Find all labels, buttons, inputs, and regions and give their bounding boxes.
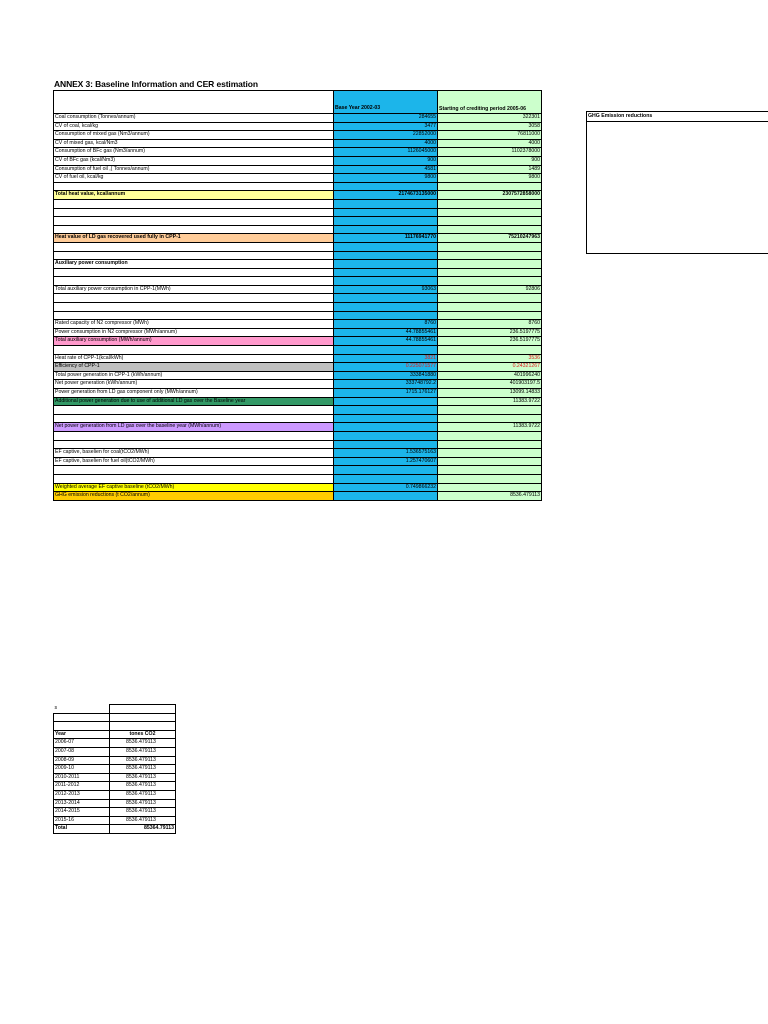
base-year-value <box>334 182 438 191</box>
table-row <box>54 380 542 389</box>
table-row <box>54 466 542 475</box>
year-table-cell <box>54 713 110 722</box>
page-title: ANNEX 3: Baseline Information and CER estimation <box>54 79 258 89</box>
row-label <box>54 431 334 440</box>
crediting-period-value: 8536.479113 <box>438 492 542 501</box>
crediting-period-value <box>438 251 542 260</box>
row-label <box>54 199 334 208</box>
crediting-period-value: 401903197.5 <box>438 380 542 389</box>
base-year-value <box>334 492 438 501</box>
base-year-value <box>334 406 438 415</box>
base-year-value: 22852000 <box>334 131 438 140</box>
row-label: Net power generation from LD gas over the baseline year (MWh/annum) <box>54 423 334 432</box>
table-row <box>54 354 542 363</box>
year-row <box>54 756 176 765</box>
row-label: Power generation from LD gas component only (MWh/annum) <box>54 389 334 398</box>
base-year-value <box>334 225 438 234</box>
row-label: Consumption of fuel oil ,( Tonnes/annum) <box>54 165 334 174</box>
row-label: Net power generation (kWh/annum) <box>54 380 334 389</box>
year-row <box>54 799 176 808</box>
crediting-period-value: 11383.9722 <box>438 423 542 432</box>
table-row <box>54 492 542 501</box>
base-year-value <box>334 440 438 449</box>
row-label: Weighted average EF captive baseline (tCO2/MWh) <box>54 483 334 492</box>
base-year-value: 1.536575163 <box>334 449 438 458</box>
crediting-period-value: 1489 <box>438 165 542 174</box>
crediting-period-value <box>438 346 542 355</box>
row-label: Auxiliary power consumption <box>54 260 334 269</box>
crediting-period-value <box>438 217 542 226</box>
ghg-side-panel <box>586 111 768 254</box>
table-row <box>54 277 542 286</box>
table-row <box>54 260 542 269</box>
crediting-period-value <box>438 414 542 423</box>
row-label <box>54 346 334 355</box>
row-label: Heat value of LD gas recovered used fully in CPP-1 <box>54 234 334 243</box>
table-row <box>54 174 542 183</box>
table-row <box>54 285 542 294</box>
row-label: Total heat value, kcal/annum <box>54 191 334 200</box>
base-year-value: 11176941770 <box>334 234 438 243</box>
tones-header: tones CO2 <box>110 730 176 739</box>
table-row <box>54 406 542 415</box>
base-year-value <box>334 268 438 277</box>
base-year-value: 8760 <box>334 320 438 329</box>
base-year-value <box>334 199 438 208</box>
row-label <box>54 406 334 415</box>
base-year-value <box>334 242 438 251</box>
table-row <box>54 474 542 483</box>
base-year-value: 3477 <box>334 122 438 131</box>
table-row <box>54 165 542 174</box>
row-label: Consumption of BFc gas (Nm3/annum) <box>54 148 334 157</box>
tones-cell: 8536.479113 <box>110 739 176 748</box>
table-row <box>54 423 542 432</box>
tones-cell: 8536.479113 <box>110 782 176 791</box>
year-cell: 2007-08 <box>54 747 110 756</box>
crediting-period-value <box>438 199 542 208</box>
base-year-value: 1715.176127 <box>334 389 438 398</box>
table-row <box>54 131 542 140</box>
table-row <box>54 397 542 406</box>
table-row <box>54 449 542 458</box>
crediting-period-value: 2307572858000 <box>438 191 542 200</box>
row-label <box>54 294 334 303</box>
table-row <box>54 337 542 346</box>
row-label <box>54 217 334 226</box>
year-table-top-label: s <box>54 705 110 714</box>
base-year-value <box>334 217 438 226</box>
table-row <box>54 156 542 165</box>
row-label: Additional power generation due to use of additional LD gas over the Baseline year <box>54 397 334 406</box>
row-label <box>54 251 334 260</box>
year-row <box>54 782 176 791</box>
crediting-period-value: 3058 <box>438 122 542 131</box>
header-cell-label <box>54 91 334 114</box>
base-year-value: 2174673135000 <box>334 191 438 200</box>
base-year-value <box>334 423 438 432</box>
row-label <box>54 242 334 251</box>
crediting-period-value <box>438 440 542 449</box>
table-row <box>54 217 542 226</box>
base-year-value: 4581 <box>334 165 438 174</box>
crediting-period-value <box>438 483 542 492</box>
table-row <box>54 431 542 440</box>
row-label <box>54 474 334 483</box>
table-row <box>54 457 542 466</box>
base-year-value: 44.78855461 <box>334 328 438 337</box>
tones-cell: 8536.479113 <box>110 808 176 817</box>
crediting-period-value: 8760 <box>438 320 542 329</box>
base-year-value: 1.257470607 <box>334 457 438 466</box>
year-cell: 2010-2011 <box>54 773 110 782</box>
crediting-period-value <box>438 406 542 415</box>
row-label <box>54 440 334 449</box>
row-label: EF captive, baselien for coal(tCO2/MWh) <box>54 449 334 458</box>
row-label: Power consumption in N2 compressor (MWh/annum) <box>54 328 334 337</box>
crediting-period-value: 322301 <box>438 114 542 123</box>
year-cell: 2012-2013 <box>54 790 110 799</box>
row-label: CV of mixed gas, kcal/Nm3 <box>54 139 334 148</box>
table-row <box>54 268 542 277</box>
base-year-value <box>334 277 438 286</box>
table-row <box>54 346 542 355</box>
crediting-period-value: 76811000 <box>438 131 542 140</box>
crediting-period-value <box>438 182 542 191</box>
crediting-period-value <box>438 225 542 234</box>
crediting-period-value: 236.5197775 <box>438 337 542 346</box>
tones-cell: 8536.479113 <box>110 799 176 808</box>
year-table-cell <box>110 705 176 714</box>
year-table-cell <box>110 722 176 731</box>
year-row <box>54 747 176 756</box>
row-label: Total auxiliary power consumption in CPP-1(MWh) <box>54 285 334 294</box>
crediting-period-value <box>438 474 542 483</box>
row-label <box>54 466 334 475</box>
table-row <box>54 363 542 372</box>
row-label: Heat rate of CPP-1(kcal/kWh) <box>54 354 334 363</box>
row-label: Consumption of mixed gas (Nm3/annum) <box>54 131 334 140</box>
crediting-period-value: 236.5197775 <box>438 328 542 337</box>
base-year-value: 44.78855461 <box>334 337 438 346</box>
crediting-period-value <box>438 260 542 269</box>
base-year-value: 9800 <box>334 174 438 183</box>
year-row <box>54 808 176 817</box>
crediting-period-value: 900 <box>438 156 542 165</box>
base-year-value <box>334 346 438 355</box>
tones-cell: 8536.479113 <box>110 756 176 765</box>
base-year-value <box>334 208 438 217</box>
header-base-year: Base Year 2002-03 <box>334 91 438 114</box>
row-label: Coal consumption (Tonnes/annum) <box>54 114 334 123</box>
total-label: Total <box>54 825 110 834</box>
table-row <box>54 139 542 148</box>
table-row <box>54 242 542 251</box>
header-crediting-period: Starting of crediting period 2005-06 <box>438 91 542 114</box>
crediting-period-value: 9800 <box>438 174 542 183</box>
year-cell: 2015-16 <box>54 816 110 825</box>
crediting-period-value: 75210247963 <box>438 234 542 243</box>
table-row <box>54 251 542 260</box>
crediting-period-value <box>438 277 542 286</box>
base-year-value: 900 <box>334 156 438 165</box>
base-year-value: 0.225071577 <box>334 363 438 372</box>
row-label: GHG emission reductions (t CO2/annum) <box>54 492 334 501</box>
row-label: EF captive, baselien for fuel oil(tCO2/MWh) <box>54 457 334 466</box>
total-value: 85364.79113 <box>110 825 176 834</box>
tones-cell: 8536.479113 <box>110 773 176 782</box>
crediting-period-value <box>438 431 542 440</box>
year-row <box>54 816 176 825</box>
table-row <box>54 182 542 191</box>
tones-cell: 8536.479113 <box>110 816 176 825</box>
table-row <box>54 225 542 234</box>
year-cell: 2011-2012 <box>54 782 110 791</box>
crediting-period-value <box>438 457 542 466</box>
year-row <box>54 765 176 774</box>
row-label: Total power generation in CPP-1 (kWh/annum) <box>54 371 334 380</box>
year-table <box>53 704 176 834</box>
table-row <box>54 148 542 157</box>
baseline-table <box>53 90 542 501</box>
base-year-value: 333748792.2 <box>334 380 438 389</box>
year-cell: 2014-2015 <box>54 808 110 817</box>
base-year-value <box>334 474 438 483</box>
year-total-row <box>54 825 176 834</box>
row-label <box>54 311 334 320</box>
crediting-period-value <box>438 466 542 475</box>
table-row <box>54 440 542 449</box>
tones-cell: 8536.479113 <box>110 747 176 756</box>
row-label <box>54 208 334 217</box>
base-year-value <box>334 466 438 475</box>
row-label: Total auxiliary consumption (MWh/annum) <box>54 337 334 346</box>
crediting-period-value <box>438 303 542 312</box>
row-label <box>54 268 334 277</box>
base-year-value: 1126045000 <box>334 148 438 157</box>
crediting-period-value <box>438 242 542 251</box>
base-year-value <box>334 251 438 260</box>
base-year-value: 333841880 <box>334 371 438 380</box>
year-row <box>54 773 176 782</box>
base-year-value: 93063 <box>334 285 438 294</box>
table-row <box>54 303 542 312</box>
table-row <box>54 234 542 243</box>
year-cell: 2008-09 <box>54 756 110 765</box>
table-row <box>54 328 542 337</box>
year-table-cell <box>110 713 176 722</box>
row-label: CV of fuel oil, kcal/kg <box>54 174 334 183</box>
table-row <box>54 199 542 208</box>
crediting-period-value <box>438 208 542 217</box>
row-label <box>54 414 334 423</box>
crediting-period-value <box>438 268 542 277</box>
crediting-period-value: 3536 <box>438 354 542 363</box>
year-header: Year <box>54 730 110 739</box>
year-cell: 2013-2014 <box>54 799 110 808</box>
crediting-period-value <box>438 449 542 458</box>
row-label: CV of BFc gas (kcal/Nm3) <box>54 156 334 165</box>
base-year-value: 4000 <box>334 139 438 148</box>
base-year-value: 0.749866232 <box>334 483 438 492</box>
table-row <box>54 294 542 303</box>
base-year-value: 3821 <box>334 354 438 363</box>
row-label: Rated capacity of N2 compressor (MWh) <box>54 320 334 329</box>
crediting-period-value <box>438 294 542 303</box>
base-year-value <box>334 311 438 320</box>
crediting-period-value: 4000 <box>438 139 542 148</box>
base-year-value <box>334 260 438 269</box>
year-cell: 2006-07 <box>54 739 110 748</box>
crediting-period-value: 1102378000 <box>438 148 542 157</box>
year-table-cell <box>54 722 110 731</box>
row-label <box>54 182 334 191</box>
crediting-period-value <box>438 311 542 320</box>
table-row <box>54 320 542 329</box>
table-row <box>54 389 542 398</box>
tones-cell: 8536.479113 <box>110 765 176 774</box>
base-year-value <box>334 397 438 406</box>
base-year-value <box>334 414 438 423</box>
crediting-period-value: 92806 <box>438 285 542 294</box>
table-row <box>54 208 542 217</box>
crediting-period-value: 401996240 <box>438 371 542 380</box>
table-row <box>54 114 542 123</box>
row-label: CV of coal, kcal/kg <box>54 122 334 131</box>
ghg-side-title: GHG Emission reductions <box>586 111 768 122</box>
base-year-value <box>334 303 438 312</box>
row-label <box>54 225 334 234</box>
table-row <box>54 191 542 200</box>
table-row <box>54 311 542 320</box>
crediting-period-value: 0.24321267 <box>438 363 542 372</box>
year-row <box>54 739 176 748</box>
table-row <box>54 122 542 131</box>
table-row <box>54 414 542 423</box>
row-label <box>54 303 334 312</box>
base-year-value: 284655 <box>334 114 438 123</box>
base-year-value <box>334 294 438 303</box>
row-label: Efficiency of CPP-1 <box>54 363 334 372</box>
base-year-value <box>334 431 438 440</box>
table-row <box>54 371 542 380</box>
table-row <box>54 483 542 492</box>
crediting-period-value: 13099.14833 <box>438 389 542 398</box>
year-cell: 2009-10 <box>54 765 110 774</box>
crediting-period-value: 11383.9722 <box>438 397 542 406</box>
year-row <box>54 790 176 799</box>
tones-cell: 8536.479113 <box>110 790 176 799</box>
row-label <box>54 277 334 286</box>
